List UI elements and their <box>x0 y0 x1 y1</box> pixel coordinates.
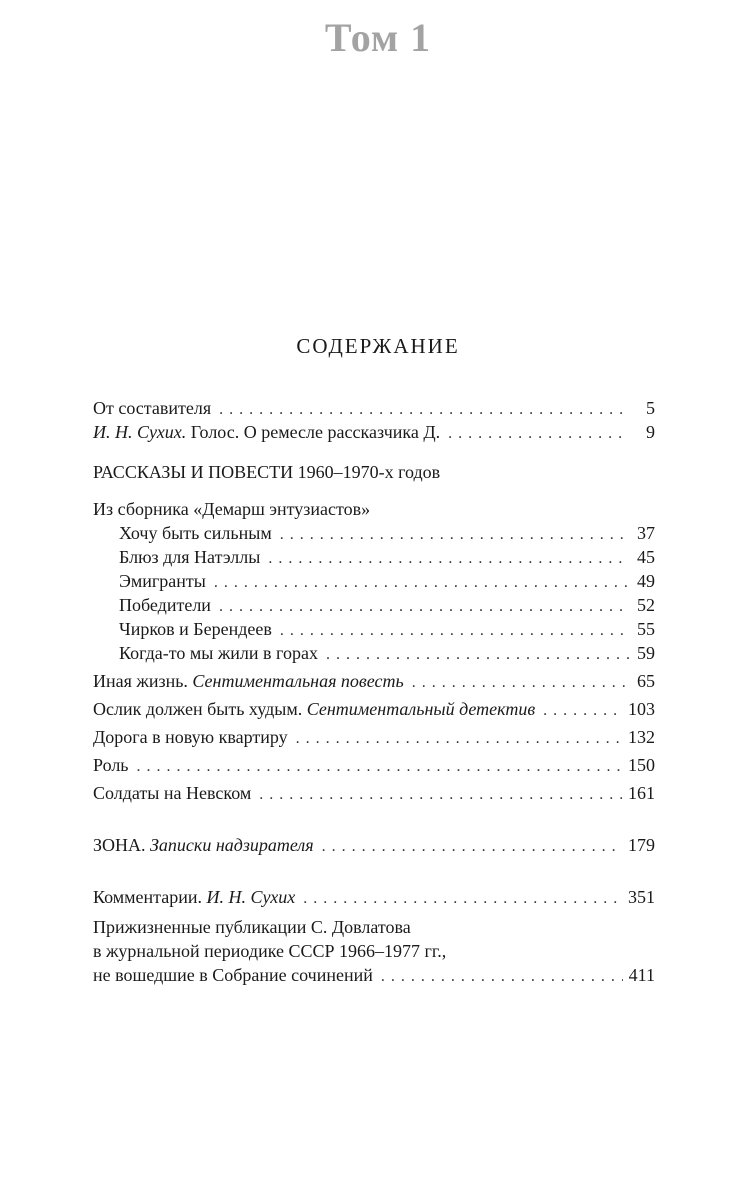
dot-leader <box>280 523 629 547</box>
entry-title-text: Голос. О ремесле рассказчика Д. <box>186 422 441 442</box>
entry-title: От составителя <box>93 398 212 418</box>
dot-leader <box>543 699 622 723</box>
dot-leader <box>219 398 629 422</box>
page-number: 9 <box>646 422 655 442</box>
toc-entry[interactable] <box>93 396 655 420</box>
entry-title-text: ЗОНА. <box>93 835 151 855</box>
entry-subtitle: Записки надзирателя <box>150 835 314 855</box>
entry-title: Солдаты на Невском <box>93 783 252 803</box>
volume-title: Том 1 <box>324 15 432 60</box>
entry-title: Роль <box>93 755 129 775</box>
dot-leader <box>381 965 623 989</box>
toc-entry[interactable] <box>93 697 655 721</box>
dot-leader <box>303 887 622 911</box>
page-number: 52 <box>637 595 655 615</box>
toc-entry[interactable] <box>93 420 655 444</box>
page-number: 179 <box>628 835 655 855</box>
entry-title: не вошедшие в Собрание сочинений <box>93 965 373 985</box>
toc-entry[interactable] <box>93 781 655 805</box>
entry-title: Когда-то мы жили в горах <box>119 643 318 663</box>
dot-leader <box>219 595 629 619</box>
entry-title-line: в журнальной периодике СССР 1966–1977 гг., <box>93 941 447 961</box>
entry-author: И. Н. Сухих <box>206 887 296 907</box>
toc-entry[interactable] <box>93 593 655 617</box>
dot-leader <box>326 643 629 667</box>
entry-title: Победители <box>119 595 211 615</box>
toc-entry[interactable] <box>93 641 655 665</box>
toc-entry[interactable] <box>93 617 655 641</box>
entry-title <box>93 669 404 693</box>
page-number: 45 <box>637 547 655 567</box>
toc-entry[interactable] <box>93 833 655 857</box>
entry-subtitle: Сентиментальный детектив <box>306 699 536 719</box>
toc-entry[interactable] <box>93 725 655 749</box>
entry-title <box>93 833 314 857</box>
dot-leader <box>412 671 629 695</box>
entry-title-text: Комментарии. <box>93 887 207 907</box>
toc-entry[interactable] <box>93 753 655 777</box>
entry-title: Эмигранты <box>119 571 206 591</box>
entry-title: Чирков и Берендеев <box>119 619 272 639</box>
entry-title: Блюз для Натэллы <box>119 547 261 567</box>
entry-title <box>93 420 440 444</box>
toc-entry[interactable] <box>93 885 655 909</box>
collection-heading: Из сборника «Демарш энтузиастов» <box>93 499 371 519</box>
page-number: 161 <box>628 783 655 803</box>
entry-title-text: Ослик должен быть худым. <box>93 699 307 719</box>
page-number: 150 <box>628 755 655 775</box>
toc-entry[interactable] <box>93 963 655 987</box>
dot-leader <box>448 422 629 446</box>
page-number: 351 <box>628 887 655 907</box>
entry-title-text: Иная жизнь. <box>93 671 193 691</box>
page-number: 37 <box>637 523 655 543</box>
dot-leader <box>259 783 622 807</box>
entry-author: И. Н. Сухих. <box>93 422 187 442</box>
entry-title-line: Прижизненные публикации С. Довлатова <box>93 917 411 937</box>
entry-title <box>93 885 295 909</box>
dot-leader <box>137 755 622 779</box>
page-number: 132 <box>628 727 655 747</box>
page-number: 49 <box>637 571 655 591</box>
entry-title: Хочу быть сильным <box>119 523 272 543</box>
page-number: 411 <box>628 965 655 985</box>
entry-subtitle: Сентиментальная повесть <box>192 671 404 691</box>
toc-entry[interactable] <box>93 569 655 593</box>
page-number: 59 <box>637 643 655 663</box>
toc-entry[interactable] <box>93 545 655 569</box>
dot-leader <box>214 571 629 595</box>
dot-leader <box>268 547 629 571</box>
page-number: 103 <box>628 699 655 719</box>
page-number: 65 <box>637 671 655 691</box>
table-of-contents <box>93 396 655 987</box>
entry-title: Дорога в новую квартиру <box>93 727 288 747</box>
toc-title: СОДЕРЖАНИЕ <box>296 334 460 358</box>
page-number: 55 <box>637 619 655 639</box>
section-heading: РАССКАЗЫ И ПОВЕСТИ 1960–1970-х годов <box>93 462 441 482</box>
dot-leader <box>322 835 622 859</box>
dot-leader <box>296 727 622 751</box>
page-number: 5 <box>646 398 655 418</box>
entry-title <box>93 697 535 721</box>
dot-leader <box>280 619 629 643</box>
toc-entry[interactable] <box>93 521 655 545</box>
toc-entry[interactable] <box>93 669 655 693</box>
